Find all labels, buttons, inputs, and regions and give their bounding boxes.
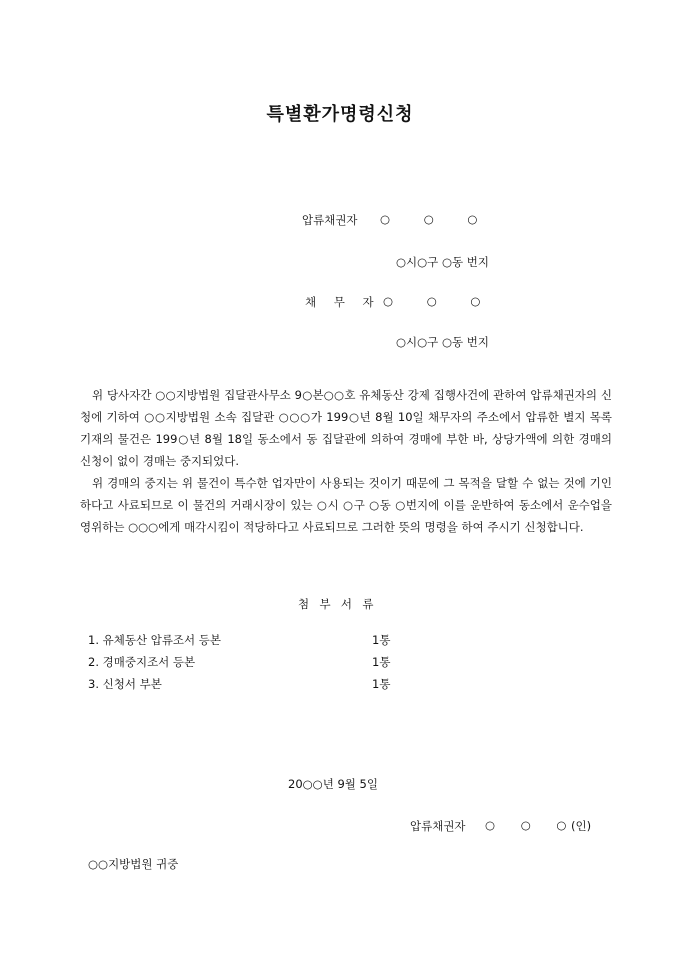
attachment-qty: 1통 <box>372 677 391 691</box>
signature-name: ○ ○ ○ <box>485 818 567 832</box>
attachment-label: 2. 경매중지조서 등본 <box>88 655 196 669</box>
debtor-name: ○ ○ ○ <box>383 294 481 308</box>
seal-mark: (인) <box>571 819 592 833</box>
body-text <box>80 384 612 538</box>
document-date: 20○○년 9월 5일 <box>288 777 378 791</box>
document-title: 특별환가명령신청 <box>266 104 414 125</box>
creditor-name: ○ ○ ○ <box>380 212 478 226</box>
attachment-item <box>88 654 408 676</box>
signature-label: 압류채권자 <box>410 819 466 833</box>
debtor-label: 채 무 자 <box>305 295 381 309</box>
body-paragraph-2: 위 경매의 중지는 위 물건이 특수한 업자만이 사용되는 것이기 때문에 그 목적을 달할 수 없는 것에 기인하다고 사료되므로 이 물건의 거래시장이 있는 ○시 ○구 ○동 ○번지에 이를 운반하여 동소에서 운수업을 영위하는 ○○○에게 매각시킴이 적당하다고 사료되므로 그러한 뜻의 명령을 하여 주시기 신청합니다. <box>80 476 612 534</box>
creditor-label: 압류채권자 <box>302 213 358 227</box>
attachment-item <box>88 676 408 698</box>
body-paragraph-1: 위 당사자간 ○○지방법원 집달관사무소 9○본○○호 유체동산 강제 집행사건에 관하여 압류채권자의 신청에 기하여 ○○지방법원 소속 집달관 ○○○가 199○년 8월 10일 채무자의 주소에서 압류한 별지 목록 기재의 물건은 199○년 8월 18일 동소에서 동 집달관에 의하여 경매에 부한 바, 상당가액에 의한 경매의 신청이 없이 경매는 중지되었다. <box>80 388 612 468</box>
attachments-heading: 첨부서류 <box>298 597 384 611</box>
debtor-address: ○시○구 ○동 번지 <box>396 335 489 349</box>
attachment-item <box>88 632 408 654</box>
attachment-label: 3. 신청서 부본 <box>88 677 162 691</box>
attachment-qty: 1통 <box>372 633 391 647</box>
addressee: ○○지방법원 귀중 <box>88 857 179 871</box>
creditor-address: ○시○구 ○동 번지 <box>396 255 489 269</box>
attachment-label: 1. 유체동산 압류조서 등본 <box>88 633 222 647</box>
attachment-qty: 1통 <box>372 655 391 669</box>
